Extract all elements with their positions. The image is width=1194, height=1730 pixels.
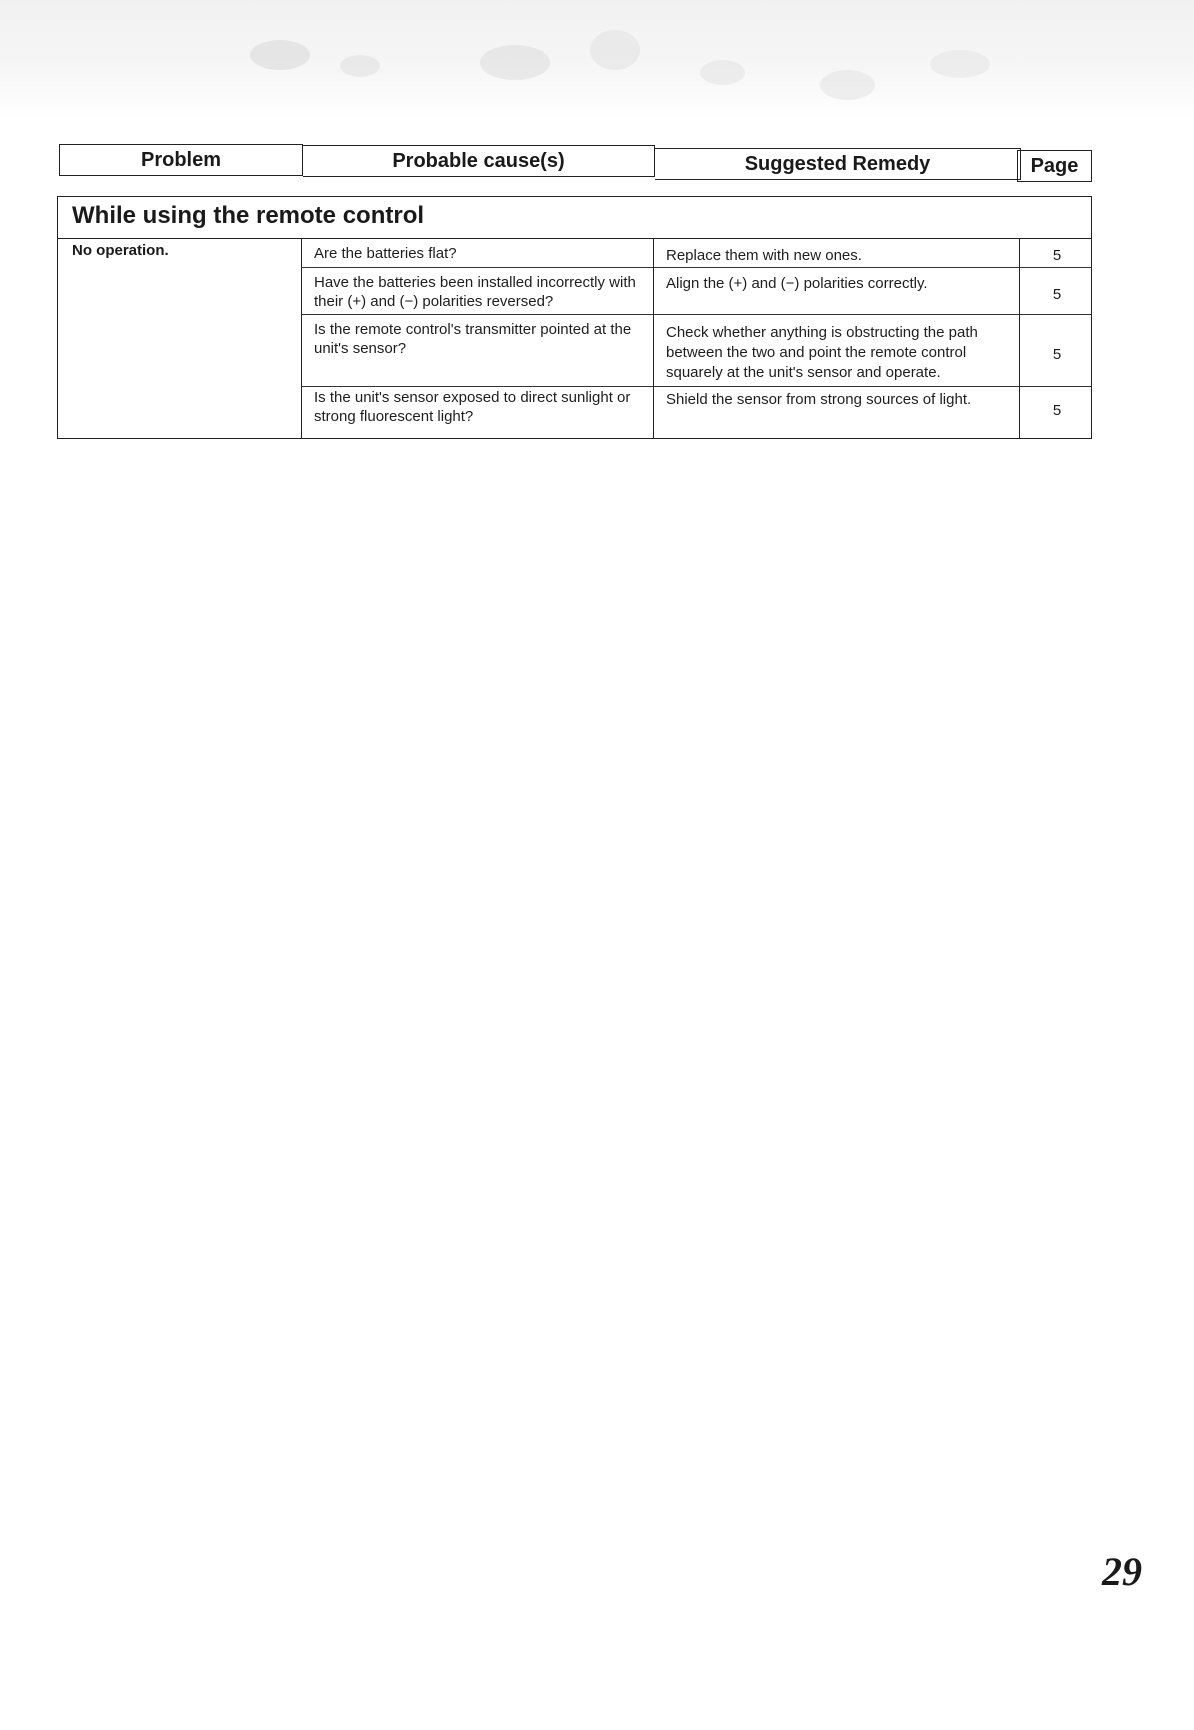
header-probable-cause: Probable cause(s) (303, 145, 655, 177)
row-3-cause: Is the remote control's transmitter pointed at the unit's sensor? (314, 321, 632, 357)
header-suggested-remedy: Suggested Remedy (655, 148, 1021, 180)
row-2-page: 5 (1052, 286, 1062, 303)
problem-label: No operation. (72, 242, 169, 259)
section-title: While using the remote control (72, 202, 425, 229)
row-2-cause: Have the batteries been installed incorrectly with their (+) and (−) polarities reversed? (314, 274, 636, 310)
section-title-rule (57, 238, 1092, 239)
scan-noise-band (0, 0, 1194, 120)
column-divider (653, 238, 654, 439)
row-4-remedy: Shield the sensor from strong sources of light. (666, 391, 972, 408)
row-4-page: 5 (1052, 402, 1062, 419)
row-4-cause: Is the unit's sensor exposed to direct sunlight or strong fluorescent light? (314, 389, 631, 425)
header-problem: Problem (59, 144, 303, 176)
column-divider (301, 238, 302, 439)
row-divider (301, 314, 1092, 315)
page-number: 29 (1102, 1549, 1142, 1594)
row-3-page: 5 (1052, 346, 1062, 363)
row-2-remedy: Align the (+) and (−) polarities correctly. (666, 275, 928, 292)
header-page: Page (1017, 150, 1092, 182)
row-divider (301, 386, 1092, 387)
row-1-cause: Are the batteries flat? (314, 245, 457, 262)
row-1-remedy: Replace them with new ones. (666, 247, 862, 264)
row-divider (301, 267, 1092, 268)
table-header (59, 144, 1092, 188)
troubleshooting-section (57, 196, 1092, 439)
row-3-remedy: Check whether anything is obstructing the path between the two and point the remote control squarely at the unit's sensor and operate. (666, 324, 978, 381)
column-divider (1019, 238, 1020, 439)
row-1-page: 5 (1052, 247, 1062, 264)
